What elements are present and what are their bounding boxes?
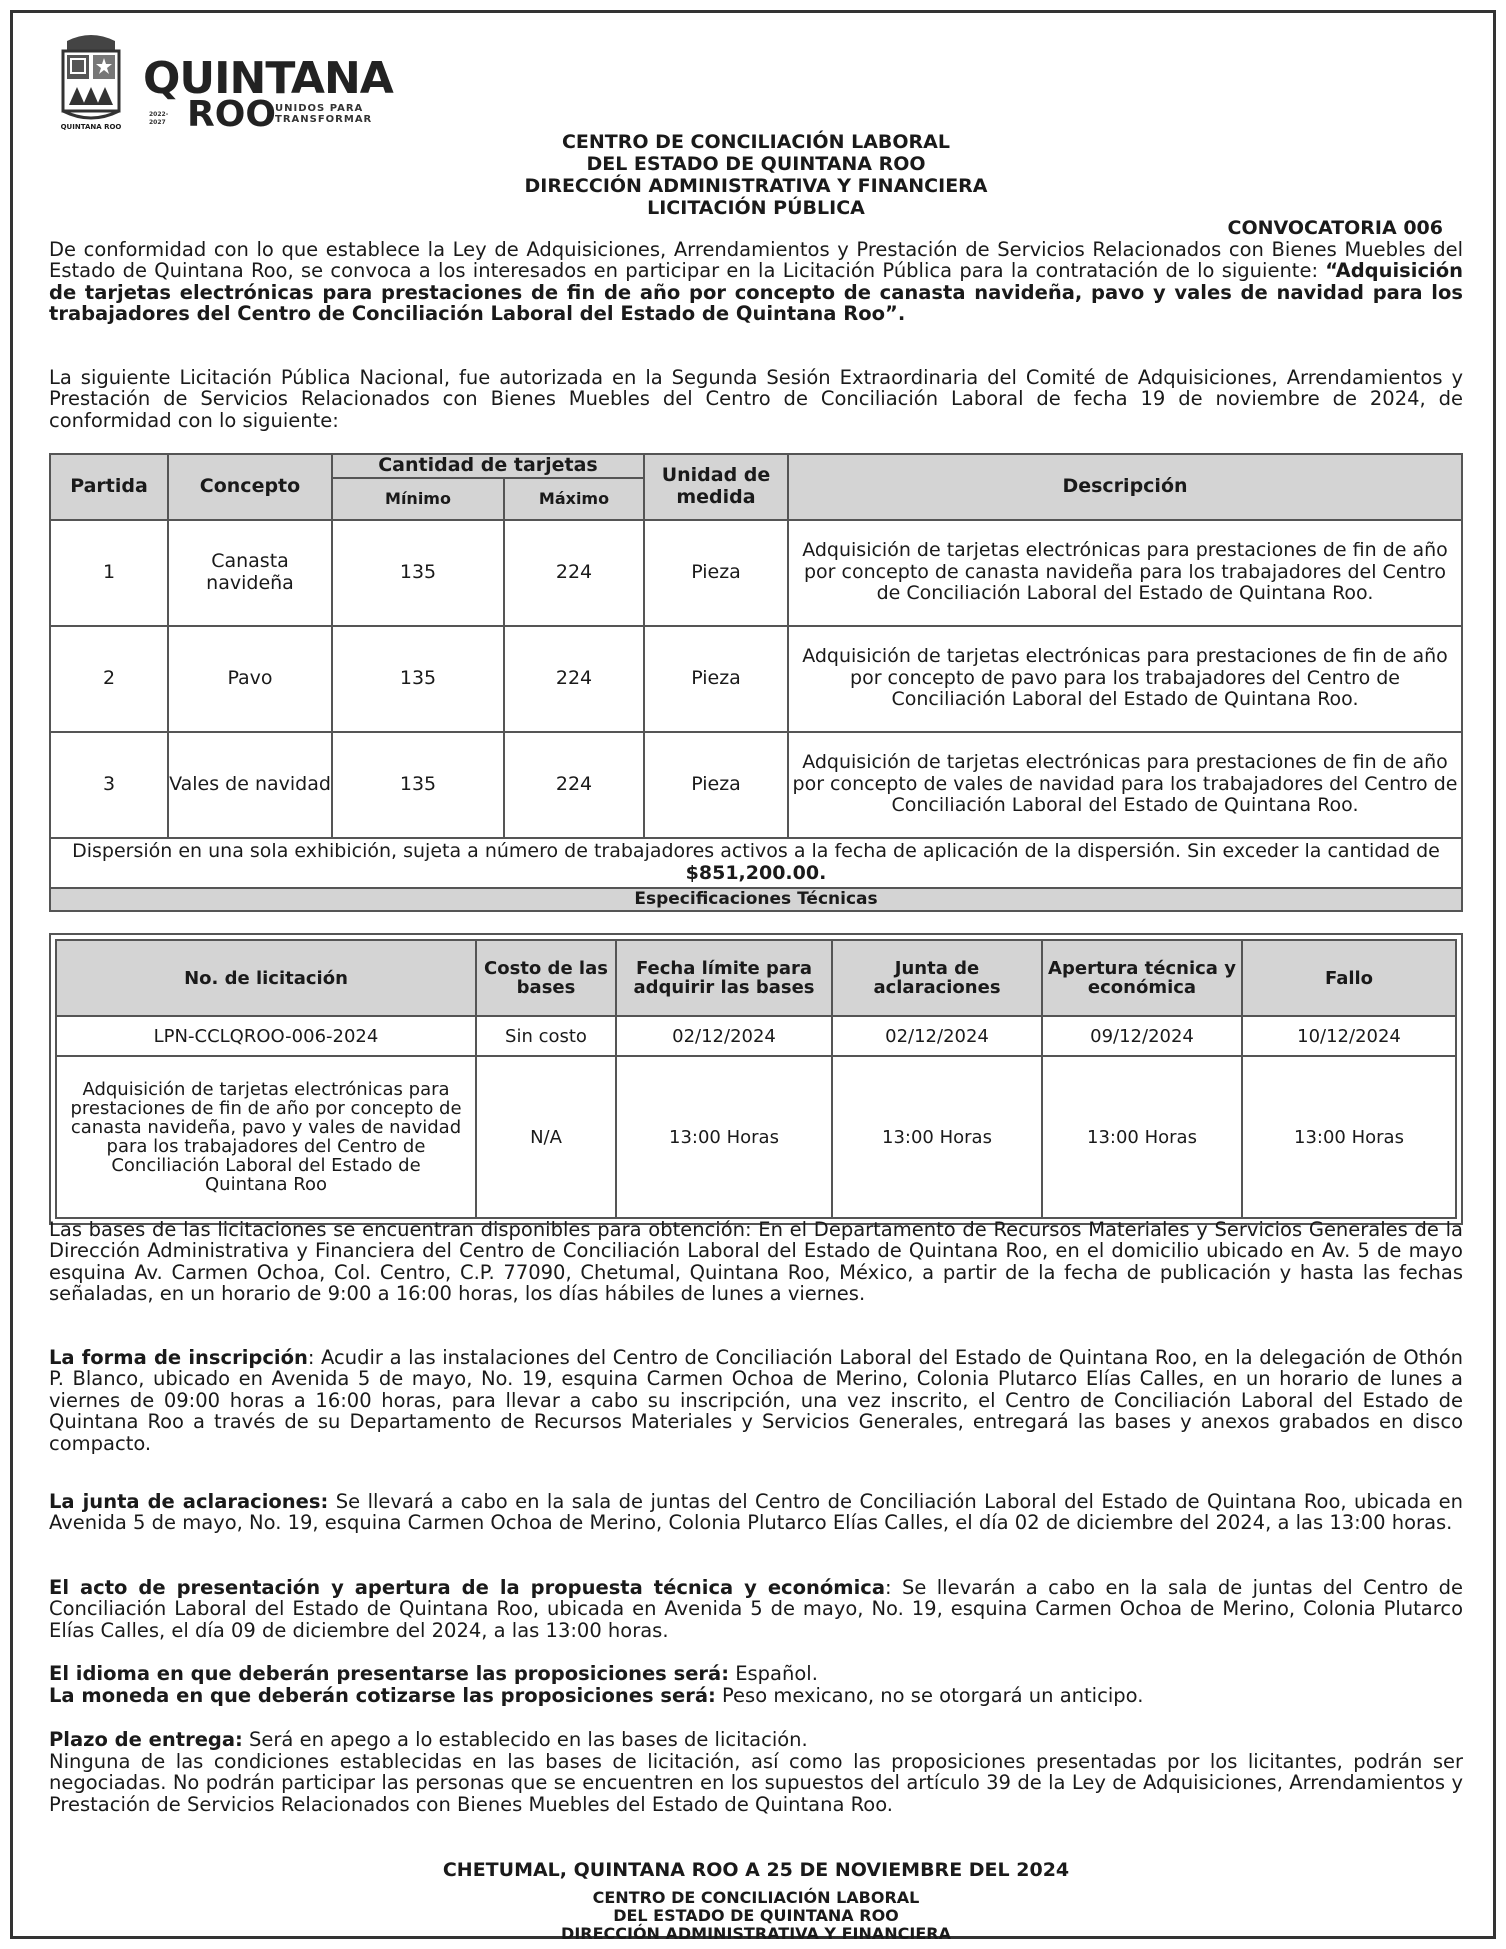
cell-concepto: Pavo: [168, 626, 332, 732]
cell-fecha-limite: 13:00 Horas: [616, 1056, 832, 1218]
brand-top: QUINTANA: [143, 53, 393, 104]
table-row: [50, 732, 1462, 838]
cell-minimo: 135: [332, 520, 504, 626]
table-row: [50, 520, 1462, 626]
cell-costo: Sin costo: [476, 1016, 616, 1056]
signature-block: [49, 1889, 1463, 1943]
specs-title: Especificaciones Técnicas: [50, 888, 1462, 912]
moneda-text: Peso mexicano, no se otorgará un anticipo.: [715, 1684, 1144, 1707]
cell-concepto: Canasta navideña: [168, 520, 332, 626]
authorization-paragraph: La siguiente Licitación Pública Nacional, fue autorizada en la Segunda Sesión Extraordinaria del Comité de Adquisiciones, Arrendamientos y Prestación de Servicios Relacionados con Bienes Muebles del Centro de Conciliación Laboral de fecha 19 de noviembre de 2024, de conformidad con lo siguiente:: [49, 366, 1463, 432]
header-logos: [33, 27, 433, 137]
seal-caption: QUINTANA ROO: [60, 123, 122, 131]
specs-table: [55, 939, 1457, 1219]
plazo-text: Será en apego a lo establecido en las bases de licitación.: [242, 1728, 808, 1751]
brand-slogan: [275, 103, 385, 125]
brand-bottom: ROO: [187, 94, 276, 135]
specs-table-wrapper: [49, 933, 1463, 1225]
idioma-paragraph: [49, 1663, 1463, 1684]
partidas-table: [49, 453, 1463, 912]
brand-slogan-1: UNIDOS PARA: [275, 103, 364, 114]
cell-junta: 02/12/2024: [832, 1016, 1042, 1056]
cell-partida: 3: [50, 732, 168, 838]
signature-line-2: DEL ESTADO DE QUINTANA ROO: [613, 1906, 899, 1925]
cell-fallo: 13:00 Horas: [1242, 1056, 1456, 1218]
dispersion-note: [50, 838, 1462, 888]
acto-paragraph: [49, 1577, 1463, 1641]
document-header: [49, 131, 1463, 219]
quintana-roo-logo: [143, 53, 393, 137]
col-concepto: Concepto: [168, 454, 332, 520]
cell-fecha-limite: 02/12/2024: [616, 1016, 832, 1056]
col-fecha-limite: Fecha límite para adquirir las bases: [616, 940, 832, 1016]
cell-unidad: Pieza: [644, 520, 788, 626]
table-row: [56, 1016, 1456, 1056]
cell-maximo: 224: [504, 626, 644, 732]
cell-licitacion: LPN-CCLQROO-006-2024: [56, 1016, 476, 1056]
idioma-text: Español.: [729, 1662, 818, 1685]
cell-descripcion: Adquisición de tarjetas electrónicas para prestaciones de fin de año por concepto de canasta navideña, pavo y vales de navidad para los trabajadores del Centro de Conciliación Laboral del Estado de Quintana Roo: [56, 1056, 476, 1218]
cell-unidad: Pieza: [644, 732, 788, 838]
junta-paragraph: [49, 1491, 1463, 1534]
signature-line-3: DIRECCIÓN ADMINISTRATIVA Y FINANCIERA: [561, 1924, 951, 1943]
col-licitacion: No. de licitación: [56, 940, 476, 1016]
moneda-paragraph: [49, 1685, 1463, 1706]
header-line-1: CENTRO DE CONCILIACIÓN LABORAL: [561, 131, 950, 153]
convocatoria-number: CONVOCATORIA 006: [1227, 217, 1443, 239]
col-costo: Costo de las bases: [476, 940, 616, 1016]
cell-partida: 2: [50, 626, 168, 732]
cell-unidad: Pieza: [644, 626, 788, 732]
col-junta: Junta de aclaraciones: [832, 940, 1042, 1016]
col-fallo: Fallo: [1242, 940, 1456, 1016]
plazo-paragraph: [49, 1729, 1463, 1750]
cell-minimo: 135: [332, 626, 504, 732]
col-cantidad: Cantidad de tarjetas: [332, 454, 644, 478]
intro-object: “Adquisición de tarjetas electrónicas para prestaciones de fin de año por concepto de canasta navideña, pavo y vales de navidad para los trabajadores del Centro de Conciliación Laboral del Estado de Quintana Roo”.: [49, 259, 1463, 326]
acto-text: : Se llevarán a cabo en la sala de juntas del Centro de Conciliación Laboral del Estado de Quintana Roo, ubicada en Avenida 5 de mayo, No. 19, esquina Carmen Ochoa de Merino, Colonia Plutarco Elías Calles, el día 09 de diciembre del 2024, a las 13:00 horas.: [49, 1576, 1464, 1642]
header-line-4: LICITACIÓN PÚBLICA: [647, 197, 865, 219]
moneda-label: La moneda en que deberán cotizarse las proposiciones será:: [49, 1684, 716, 1707]
page-frame: [10, 10, 1496, 1943]
dispersion-row: [50, 838, 1462, 888]
acto-label: El acto de presentación y apertura de la propuesta técnica y económica: [49, 1576, 886, 1599]
col-apertura: Apertura técnica y económica: [1042, 940, 1242, 1016]
bases-paragraph: Las bases de las licitaciones se encuentran disponibles para obtención: En el Departamento de Recursos Materiales y Servicios Generales de la Dirección Administrativa y Financiera del Centro de Conciliación Laboral del Estado de Quintana Roo, en el domicilio ubicado en Av. 5 de mayo esquina Av. Carmen Ochoa, Col. Centro, C.P. 77090, Chetumal, Quintana Roo, México, a partir de la fecha de publicación y hasta las fechas señaladas, en un horario de 9:00 a 16:00 horas, los días hábiles de lunes a viernes.: [49, 1218, 1463, 1306]
brand-year: 2022-2027: [149, 111, 169, 126]
cell-apertura: 09/12/2024: [1042, 1016, 1242, 1056]
cell-junta: 13:00 Horas: [832, 1056, 1042, 1218]
cell-descripcion: Adquisición de tarjetas electrónicas para prestaciones de fin de año por concepto de pavo para los trabajadores del Centro de Conciliación Laboral del Estado de Quintana Roo.: [788, 626, 1462, 732]
intro-paragraph: [49, 239, 1463, 325]
junta-text: Se llevará a cabo en la sala de juntas del Centro de Conciliación Laboral del Estado de Quintana Roo, ubicada en Avenida 5 de mayo, No. 19, esquina Carmen Ochoa de Merino, Colonia Plutarco Elías Calles, el día 02 de diciembre del 2024, a las 13:00 horas.: [49, 1490, 1463, 1535]
dispersion-amount: $851,200.00.: [685, 861, 827, 884]
plazo-label: Plazo de entrega:: [49, 1728, 243, 1751]
cell-apertura: 13:00 Horas: [1042, 1056, 1242, 1218]
table-row: [50, 626, 1462, 732]
cell-minimo: 135: [332, 732, 504, 838]
state-seal-icon: [53, 33, 129, 125]
cell-concepto: Vales de navidad: [168, 732, 332, 838]
brand-slogan-2: TRANSFORMAR: [275, 114, 373, 125]
cell-maximo: 224: [504, 732, 644, 838]
col-partida: Partida: [50, 454, 168, 520]
inscripcion-label: La forma de inscripción: [49, 1346, 308, 1369]
col-descripcion: Descripción: [788, 454, 1462, 520]
dispersion-text: Dispersión en una sola exhibición, sujeta a número de trabajadores activos a la fecha de aplicación de la dispersión. Sin exceder la cantidad de: [72, 840, 1440, 862]
cell-descripcion: Adquisición de tarjetas electrónicas para prestaciones de fin de año por concepto de canasta navideña para los trabajadores del Centro de Conciliación Laboral del Estado de Quintana Roo.: [788, 520, 1462, 626]
cell-costo: N/A: [476, 1056, 616, 1218]
inscripcion-paragraph: [49, 1347, 1463, 1454]
intro-text: De conformidad con lo que establece la Ley de Adquisiciones, Arrendamientos y Prestación de Servicios Relacionados con Bienes Muebles del Estado de Quintana Roo, se convoca a los interesados en participar en la Licitación Pública para la contratación de lo siguiente:: [49, 238, 1463, 283]
header-line-2: DEL ESTADO DE QUINTANA ROO: [586, 153, 926, 175]
col-minimo: Mínimo: [332, 478, 504, 520]
ninguna-paragraph: Ninguna de las condiciones establecidas en las bases de licitación, así como las proposiciones presentadas por los licitantes, podrán ser negociadas. No podrán participar las personas que se encuentren en los supuestos del artículo 39 de la Ley de Adquisiciones, Arrendamientos y Prestación de Servicios Relacionados con Bienes Muebles del Estado de Quintana Roo.: [49, 1750, 1463, 1816]
table-row: [56, 1056, 1456, 1218]
signature-line-1: CENTRO DE CONCILIACIÓN LABORAL: [592, 1888, 920, 1907]
cell-maximo: 224: [504, 520, 644, 626]
idioma-label: El idioma en que deberán presentarse las proposiciones será:: [49, 1662, 729, 1685]
cell-descripcion: Adquisición de tarjetas electrónicas para prestaciones de fin de año por concepto de vales de navidad para los trabajadores del Centro de Conciliación Laboral del Estado de Quintana Roo.: [788, 732, 1462, 838]
col-unidad: Unidad de medida: [644, 454, 788, 520]
date-line: CHETUMAL, QUINTANA ROO A 25 DE NOVIEMBRE DEL 2024: [442, 1859, 1070, 1881]
cell-partida: 1: [50, 520, 168, 626]
inscripcion-text: : Acudir a las instalaciones del Centro de Conciliación Laboral del Estado de Quintana Roo, en la delegación de Othón P. Blanco, ubicado en Avenida 5 de mayo, No. 19, esquina Carmen Ochoa de Merino, Colonia Plutarco Elías Calles, en un horario de lunes a viernes de 09:00 horas a 16:00 horas, para llevar a cabo su inscripción, una vez inscrito, el Centro de Conciliación Laboral del Estado de Quintana Roo a través de su Departamento de Recursos Materiales y Servicios Generales, entregará las bases y anexos grabados en disco compacto.: [49, 1346, 1463, 1455]
cell-fallo: 10/12/2024: [1242, 1016, 1456, 1056]
col-maximo: Máximo: [504, 478, 644, 520]
junta-label: La junta de aclaraciones:: [49, 1490, 329, 1513]
header-line-3: DIRECCIÓN ADMINISTRATIVA Y FINANCIERA: [524, 175, 988, 197]
